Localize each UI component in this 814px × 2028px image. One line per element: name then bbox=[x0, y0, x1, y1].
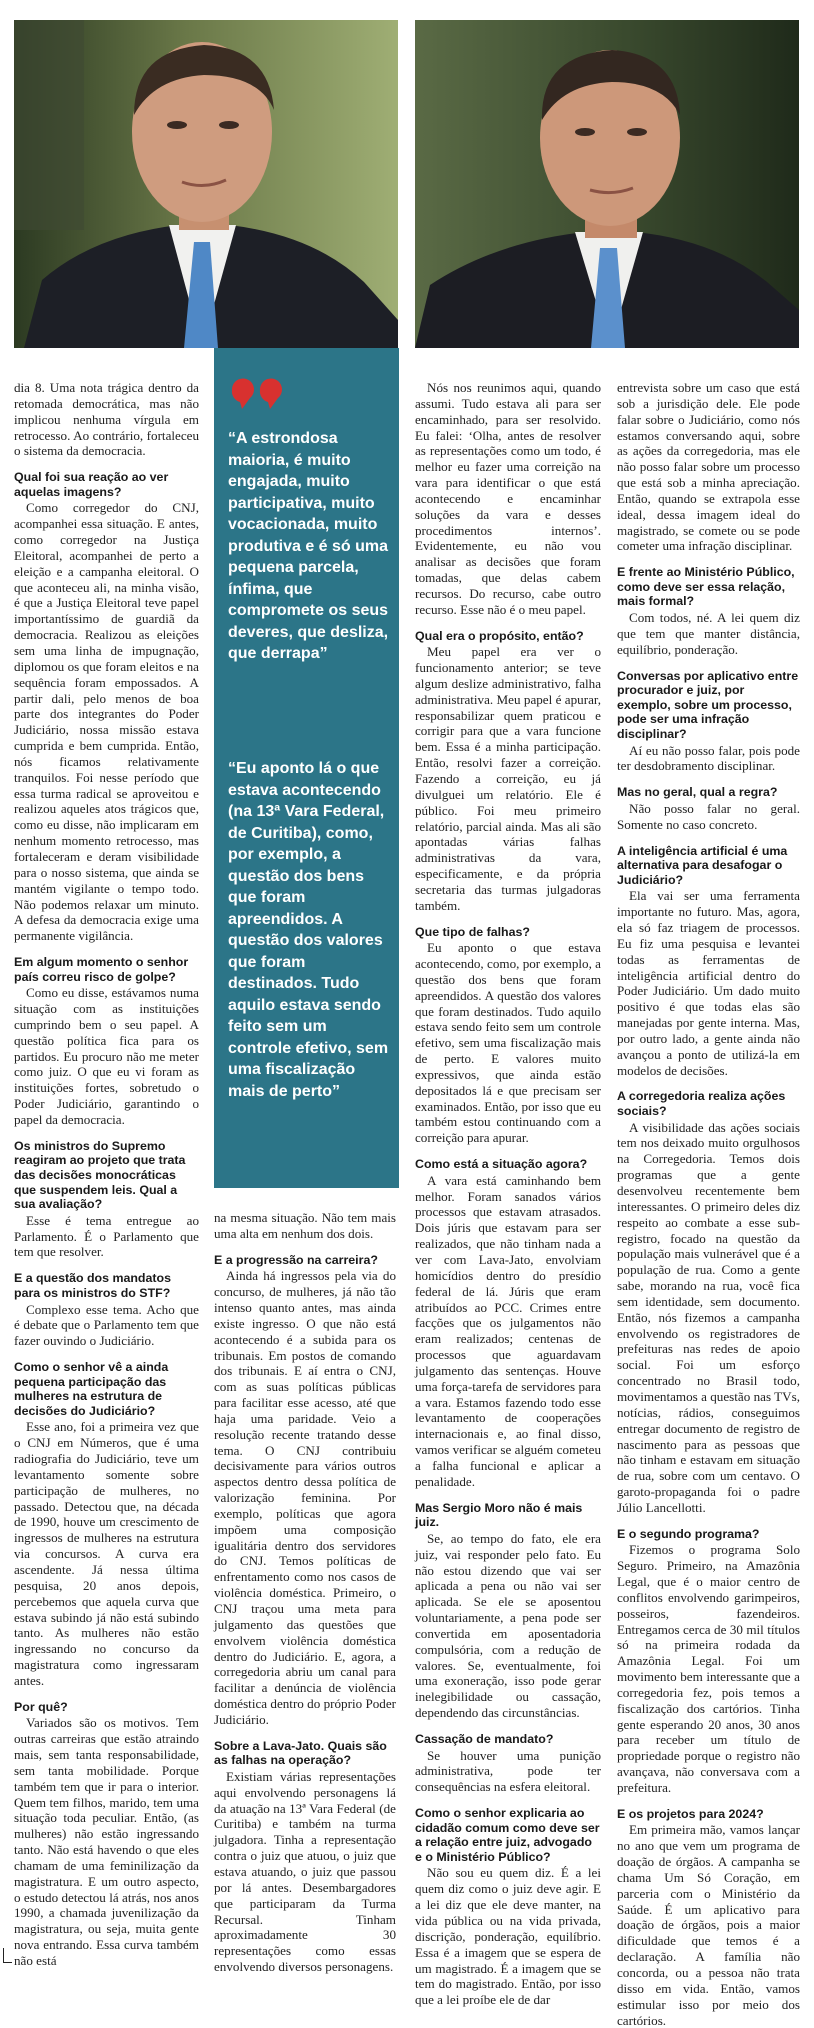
paragraph: Com todos, né. A lei quem diz que tem que manter distância, equilíbrio, ponderação. bbox=[617, 610, 800, 657]
portrait-left-image bbox=[14, 20, 398, 348]
question-heading: A inteligência artificial é uma alternativa para desafogar o Judiciário? bbox=[617, 843, 788, 887]
question-heading: Que tipo de falhas? bbox=[415, 924, 530, 939]
question-heading: Qual era o propósito, então? bbox=[415, 628, 584, 643]
paragraph: Nós nos reunimos aqui, quando assumi. Tudo estava ali para ser encaminhado, para ser resolvido. Eu falei: ‘Olha, antes de resolver as representações como um todo, é melhor eu fazer uma correição na vara para identificar o que está acontecendo e encaminhar soluções da vara e desses procedimentos internos’. Evidentemente, eu não vou analisar as decisões que foram tomadas, que delas cabem recursos. Do recurso, cabe outro recurso. Esse não é o meu papel. bbox=[415, 380, 601, 617]
question-heading: Sobre a Lava-Jato. Quais são as falhas na operação? bbox=[214, 1738, 387, 1768]
question-heading: Conversas por aplicativo entre procurador e juiz, por exemplo, sobre um processo, pode ser uma infração disciplinar? bbox=[617, 668, 799, 741]
question-heading: Os ministros do Supremo reagiram ao projeto que trata das decisões monocráticas que suspendem leis. Qual a sua avaliação? bbox=[14, 1138, 186, 1212]
question-heading: E os projetos para 2024? bbox=[617, 1806, 764, 1821]
paragraph: Variados são os motivos. Tem outras carreiras que estão atraindo mais, sem tanta responsabilidade, sem tanta mobilidade. Porque também tem que ir para o interior. Quem tem filhos, marido, tem uma situação toda peculiar. Então, (as mulheres) não estão ingressando tanto. Não está havendo o que eles chamam de uma feminilização da magistratura. E um outro aspecto, o estudo detectou lá atrás, nos anos 1990, a chamada juvenilização da magistratura, ou seja, muita gente nova entrando. Essa curva também não está bbox=[14, 1715, 199, 1968]
question-heading: Qual foi sua reação ao ver aquelas imagens? bbox=[14, 470, 169, 499]
article-column-4 bbox=[617, 380, 800, 2028]
question-heading: Em algum momento o senhor país correu risco de golpe? bbox=[14, 955, 189, 984]
paragraph: Como corregedor do CNJ, acompanhei essa situação. E antes, como corregedor na Justiça Eleitoral, acompanhei de perto a eleição e a campanha eleitoral. O que aconteceu ali, na minha visão, é que a Justiça Eleitoral teve papel importantíssimo de guardiã da democracia. Realizou as eleições sem uma linha de impugnação, diplomou os que foram eleitos e na sequência foram empossados. A partir dali, pelo menos de boa parte dos integrantes do Poder Judiciário, nossa missão estava cumprida e bem cumprida. Então, nós ficamos relativamente tranquilos. Foi nesse período que essa turma radical se aproveitou e realizou aqueles atos trágicos que, como eu disse, não implicaram em nenhum momento retrocesso, mas fortaleceram e deram visibilidade para o nosso sistema, que ainda se mantém vigilante o tempo todo. Não podemos relaxar um minuto. A defesa da democracia exige uma permanente vigilância. bbox=[14, 500, 199, 944]
paragraph: na mesma situação. Não tem mais uma alta em nenhum dos dois. bbox=[214, 1210, 396, 1241]
paragraph: Meu papel era ver o funcionamento anterior; se teve algum deslize administrativo, falha administrativa. Meu papel é apurar, responsabilizar quem praticou e corrigir para que a vara funcione bem. Essa é a minha participação. Então, resolvi fazer a correição. Fazendo a correição, eu já divulguei um relatório. Ele é público. Foi meu primeiro relatório, parcial ainda. Mas ali são apontadas várias falhas administrativas da vara, especificamente, e da própria secretaria das turmas julgadoras também. bbox=[415, 644, 601, 913]
photo-left bbox=[14, 20, 398, 348]
paragraph: Ela vai ser uma ferramenta importante no futuro. Mas, agora, ela só faz triagem de processos. Eu fiz uma pesquisa e levantei todas as ferramentas de inteligência artificial dentro do Poder Judiciário. Um dado muito positivo é que todas elas são manejadas por gente interna. Mas, por outro lado, a gente ainda não avançou a ponto de utilizá-la em modelos de decisões. bbox=[617, 888, 800, 1078]
question-heading: Mas no geral, qual a regra? bbox=[617, 785, 778, 800]
pullquote-1: “A estrondosa maioria, é muito engajada, muito participativa, muito vocacionada, muito produtiva e é só uma pequena parcela, ínfima, que compromete os seus deveres, que desliza, que derrapa” bbox=[228, 430, 389, 662]
paragraph: Esse ano, foi a primeira vez que o CNJ em Números, que é uma radiografia do Judiciário, teve um levantamento somente sobre participação de mulheres, no passado. Detectou que, na década de 1990, houve um crescimento de ingressos de mulheres na estrutura via concursos. A curva era ascendente. Já nessa última pesquisa, 20 anos depois, percebemos que aquela curva que estava subindo já não está subindo tanto. As mulheres não estão ingressando no concurso da magistratura como ingressaram antes. bbox=[14, 1419, 199, 1688]
paragraph: Aí eu não posso falar, pois pode ter desdobramento disciplinar. bbox=[617, 742, 800, 774]
article-column-1 bbox=[14, 380, 199, 1968]
pullquote-box bbox=[214, 348, 399, 1188]
question-heading: Como o senhor vê a ainda pequena participação das mulheres na estrutura de decisões do Judiciário? bbox=[14, 1360, 169, 1418]
question-heading: Como está a situação agora? bbox=[415, 1157, 588, 1172]
paragraph: Esse é tema entregue ao Parlamento. É o Parlamento que tem que resolver. bbox=[14, 1212, 199, 1260]
question-heading: E a questão dos mandatos para os ministros do STF? bbox=[14, 1271, 171, 1300]
quote-mark-icon bbox=[228, 366, 288, 410]
paragraph: A vara está caminhando bem melhor. Foram sanados vários processos que estavam atrasados. Dois júris que estavam para ser realizados, que não tinham nada a ver com Lava-Jato, envolviam homicídios dentro do presídio federal de lá. Júris que eram atribuídos ao PCC. Crimes entre facções que os julgamentos não eram realizados; centenas de processos que aguardavam julgamento das sentenças. Houve uma força-tarefa de servidores para a vara. Estamos fazendo todo esse levantamento de cooperações internacionais e, ao final disso, vamos verificar se alguém cometeu a falha funcional e aplicar a penalidade. bbox=[415, 1172, 601, 1489]
question-heading: Como o senhor explicaria ao cidadão comum como deve ser a relação entre juiz, advogado e o Ministério Público? bbox=[415, 1806, 600, 1864]
question-heading: E a progressão na carreira? bbox=[214, 1252, 378, 1267]
question-heading: Mas Sergio Moro não é mais juiz. bbox=[415, 1500, 583, 1530]
paragraph: Complexo esse tema. Acho que é debate que o Parlamento tem que fazer ouvindo o Judiciário. bbox=[14, 1301, 199, 1349]
paragraph: entrevista sobre um caso que está sob a jurisdição dele. Ele pode falar sobre o Judiciário, como nós estamos conversando aqui, sobre as ações da corregedoria, mas ele não posso falar sobre um processo que está sob a minha apreciação. Então, quando se extrapola esse ideal, dessa imagem ideal do magistrado, se comete ou se pode cometer uma infração disciplinar. bbox=[617, 380, 800, 554]
paragraph: Existiam várias representações aqui envolvendo personagens lá da atuação na 13ª Vara Federal (de Curitiba) e também na turma julgadora. Tinha a representação contra o juiz que atuou, o juiz que estava atuando, o juiz que passou por lá antes. Desembargadores que participaram da Turma Recursal. Tinham aproximadamente 30 representações como essas envolvendo diversos personagens. bbox=[214, 1768, 396, 1975]
paragraph: Fizemos o programa Solo Seguro. Primeiro, na Amazônia Legal, que é o maior centro de conflitos envolvendo garimpeiros, posseiros, fazendeiros. Entregamos cerca de 30 mil títulos só na primeira rodada da Amazônia Legal. Foi um movimento bem interessante que a corregedoria fez, pois temos a fiscalização dos cartórios. Tinha gente esperando 20 anos, 30 anos para receber um título de propriedade porque o registro não avançava, não conversava com a prefeitura. bbox=[617, 1542, 800, 1795]
paragraph: Eu aponto o que estava acontecendo, como, por exemplo, a questão dos bens que foram apreendidos. A questão dos valores que foram destinados. Tudo aquilo estava sendo feito sem um controle efetivo, sem uma fiscalização mais de perto. E valores muito expressivos, que ainda estão depositados lá e que precisam ser examinados. Então, por isso que eu também estou continuando com a correição para apurar. bbox=[415, 940, 601, 1146]
question-heading: E o segundo programa? bbox=[617, 1526, 760, 1541]
paragraph: Não posso falar no geral. Somente no caso concreto. bbox=[617, 800, 800, 832]
paragraph: Como eu disse, estávamos numa situação com as instituições cumprindo bem o seu papel. A questão política fica para os partidos. Eu procuro não me meter como juiz. O que eu vi foram as instituições fortes, sobretudo o Poder Judiciário, garantindo o papel da democracia. bbox=[14, 985, 199, 1127]
paragraph: Se houver uma punição administrativa, pode ter consequências na esfera eleitoral. bbox=[415, 1747, 601, 1795]
question-heading: Cassação de mandato? bbox=[415, 1731, 554, 1746]
paragraph: A visibilidade das ações sociais tem nos deixado muito orgulhosos na Corregedoria. Temos dois programas que a gente desenvolveu recentemente bem interessantes. O primeiro deles diz respeito ao combate a esse sub-registro, focado na questão da população mais vulnerável que é a população de rua. Como a gente sabe, morando na rua, você fica sem identidade, sem documento. Então, nós fizemos a campanha envolvendo os registradores de prefeituras nas redes de apoio social. Foi um esforço concentrado no Brasil todo, movimentamos a questão nas TVs, notícias, rádios, conseguimos entregar documento de registro de nascimento para as pessoas que não tinham e estavam em situação de rua, sobre com um centavo. O garoto-propaganda foi o padre Júlio Lancellotti. bbox=[617, 1119, 800, 1515]
question-heading: E frente ao Ministério Público, como deve ser essa relação, mais formal? bbox=[617, 565, 795, 609]
paragraph: Em primeira mão, vamos lançar no ano que vem um programa de doação de órgãos. A campanha se chama Um Só Coração, em parceria com o Ministério da Saúde. É um aplicativo para doação de órgãos, pois a maior dificuldade que temos é a declaração. A família não concorda, ou a pessoa não trata disso em vida. Então, vamos estimular isso por meio dos cartórios. bbox=[617, 1822, 800, 2028]
pullquote-2: “Eu aponto lá o que estava acontecendo (na 13ª Vara Federal, de Curitiba), como, por exemplo, a questão dos bens que foram apreendidos. A questão dos valores que foram destinados. Tudo aquilo estava sendo feito sem um controle efetivo, sem uma fiscalização mais de perto” bbox=[228, 760, 389, 1100]
photo-right bbox=[415, 20, 799, 348]
paragraph: Se, ao tempo do fato, ele era juiz, vai responder pelo fato. Eu não estou dizendo que vai ser aplicada a pena ou não vai ser aplicada. Se ele se aposentou voluntariamente, a pena pode ser convertida em aposentadoria compulsória, com a redução de valores. Se, eventualmente, foi uma exoneração, isso pode gerar inelegibilidade ou cassação, dependendo das circunstâncias. bbox=[415, 1530, 601, 1721]
question-heading: Por quê? bbox=[14, 1699, 68, 1714]
paragraph: dia 8. Uma nota trágica dentro da retomada democrática, mas não implicou nenhuma vírgula em retrocesso. Ao contrário, fortaleceu o sistema da democracia. bbox=[14, 380, 199, 459]
paragraph: Ainda há ingressos pela via do concurso, de mulheres, já não tão intenso quanto antes, mas ainda existe ingresso. O que não está acontecendo é a subida para os tribunais. Em postos de comando dos tribunais. E aí entra o CNJ, com as suas políticas públicas para facilitar esse acesso, até que haja uma paridade. Veio a resolução recente tratando desse tema. O CNJ contribuiu decisivamente para vários outros aspectos dentro dessa política de valorização feminina. Por exemplo, políticas que agora impõem uma composição igualitária dentro dos servidores do CNJ. Temos políticas de enfrentamento como nos casos de violência doméstica. Primeiro, o CNJ traçou uma meta para julgamento das questões que envolvem violência doméstica dentro do Judiciário. E, agora, a corregedoria abriu um canal para facilitar a denúncia de violência doméstica dentro do próprio Poder Judiciário. bbox=[214, 1268, 396, 1727]
crop-mark bbox=[3, 1948, 12, 1963]
article-column-2 bbox=[214, 1210, 396, 1975]
article-column-3 bbox=[415, 380, 601, 2008]
question-heading: A corregedoria realiza ações sociais? bbox=[617, 1089, 786, 1119]
portrait-right-image bbox=[415, 20, 799, 348]
paragraph: Não sou eu quem diz. É a lei quem diz como o juiz deve agir. E a lei diz que ele deve manter, na vida pública ou na vida privada, discrição, ponderação, equilíbrio. Essa é a imagem que se espera de um magistrado. É a imagem que se tem do magistrado. Então, por isso que a lei proíbe ele de dar bbox=[415, 1865, 601, 2008]
